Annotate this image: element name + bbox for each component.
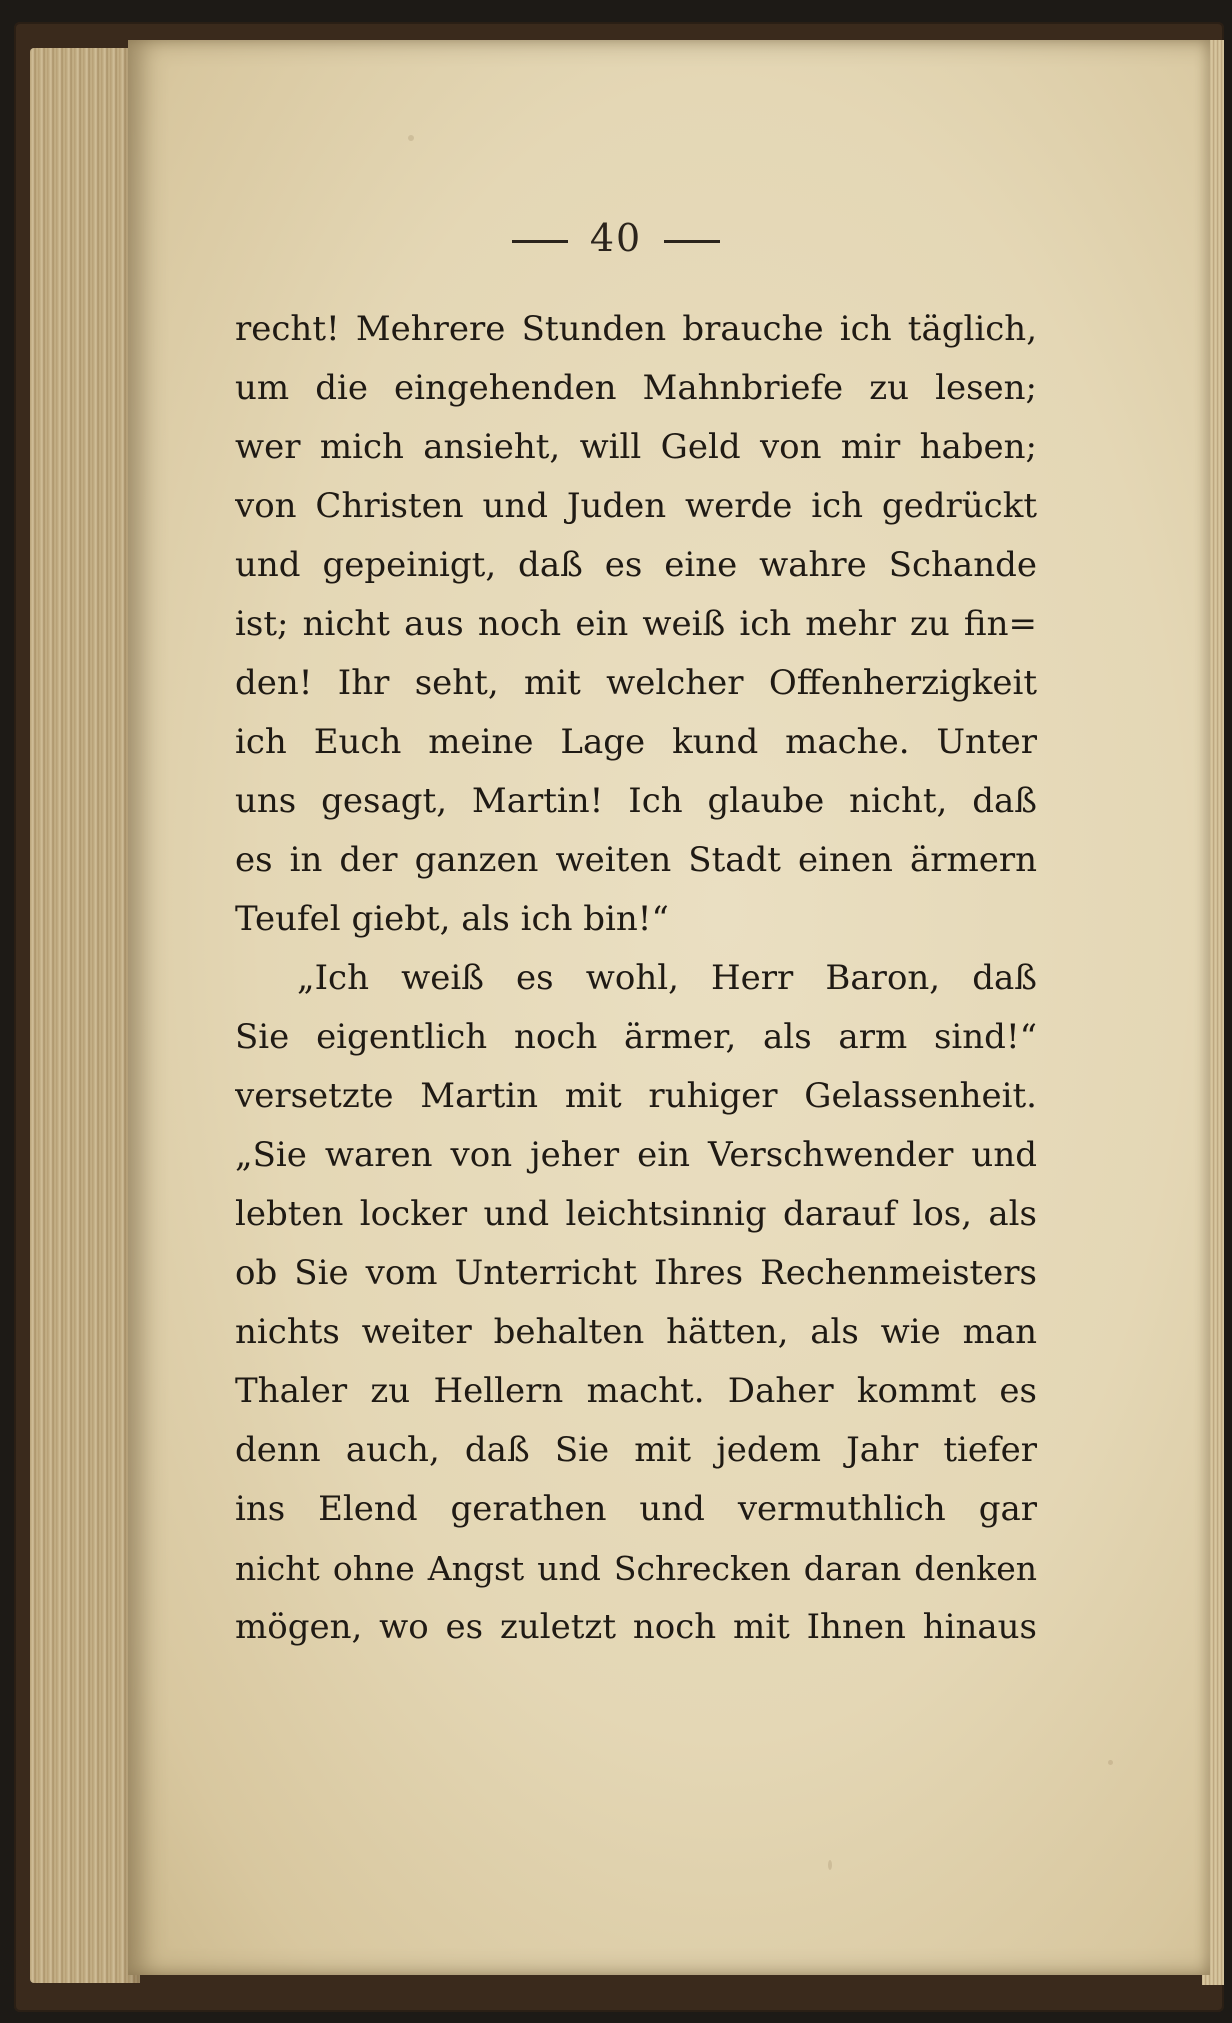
page-number: 40	[589, 216, 643, 260]
text-line: Teufel giebt, als ich bin!“	[235, 899, 669, 939]
left-page-edges	[30, 48, 140, 1983]
text-line: nicht ohne Angst und Schrecken daran denken	[235, 1549, 1037, 1588]
text-line: ich Euch meine Lage kund mache. Unter	[235, 722, 1037, 762]
text-line: denn auch, daß Sie mit jedem Jahr tiefer	[235, 1430, 1037, 1470]
text-line: uns gesagt, Martin! Ich glaube nicht, daß	[235, 781, 1037, 821]
text-line: den! Ihr seht, mit welcher Offenherzigkeit	[235, 663, 1037, 703]
text-line: recht! Mehrere Stunden brauche ich täglich,	[235, 309, 1037, 349]
text-line: ob Sie vom Unterricht Ihres Rechenmeisters	[235, 1253, 1037, 1293]
text-line: „Ich weiß es wohl, Herr Baron, daß	[297, 958, 1037, 998]
text-line: „Sie waren von jeher ein Verschwender und	[235, 1135, 1037, 1175]
text-line: und gepeinigt, daß es eine wahre Schande	[235, 545, 1037, 585]
text-line: um die eingehenden Mahnbriefe zu lesen;	[235, 368, 1037, 408]
right-dash	[664, 240, 720, 243]
text-line: von Christen und Juden werde ich gedrückt	[235, 486, 1037, 526]
text-line: Sie eigentlich noch ärmer, als arm sind!“	[235, 1017, 1037, 1057]
text-line: Thaler zu Hellern macht. Daher kommt es	[235, 1371, 1037, 1411]
text-line: mögen, wo es zuletzt noch mit Ihnen hinaus	[235, 1607, 1037, 1647]
text-line: ist; nicht aus noch ein weiß ich mehr zu fin=	[235, 604, 1037, 644]
text-line: nichts weiter behalten hätten, als wie man	[235, 1312, 1037, 1352]
text-line: versetzte Martin mit ruhiger Gelassenheit.	[235, 1076, 1037, 1116]
text-line: wer mich ansieht, will Geld von mir haben;	[235, 427, 1037, 467]
page-header	[0, 216, 1232, 260]
left-dash	[512, 240, 568, 243]
text-line: lebten locker und leichtsinnig darauf los, als	[235, 1194, 1037, 1234]
page-body-text	[235, 300, 1037, 1657]
text-line: ins Elend gerathen und vermuthlich gar	[235, 1489, 1037, 1529]
text-line: es in der ganzen weiten Stadt einen ärmern	[235, 840, 1037, 880]
